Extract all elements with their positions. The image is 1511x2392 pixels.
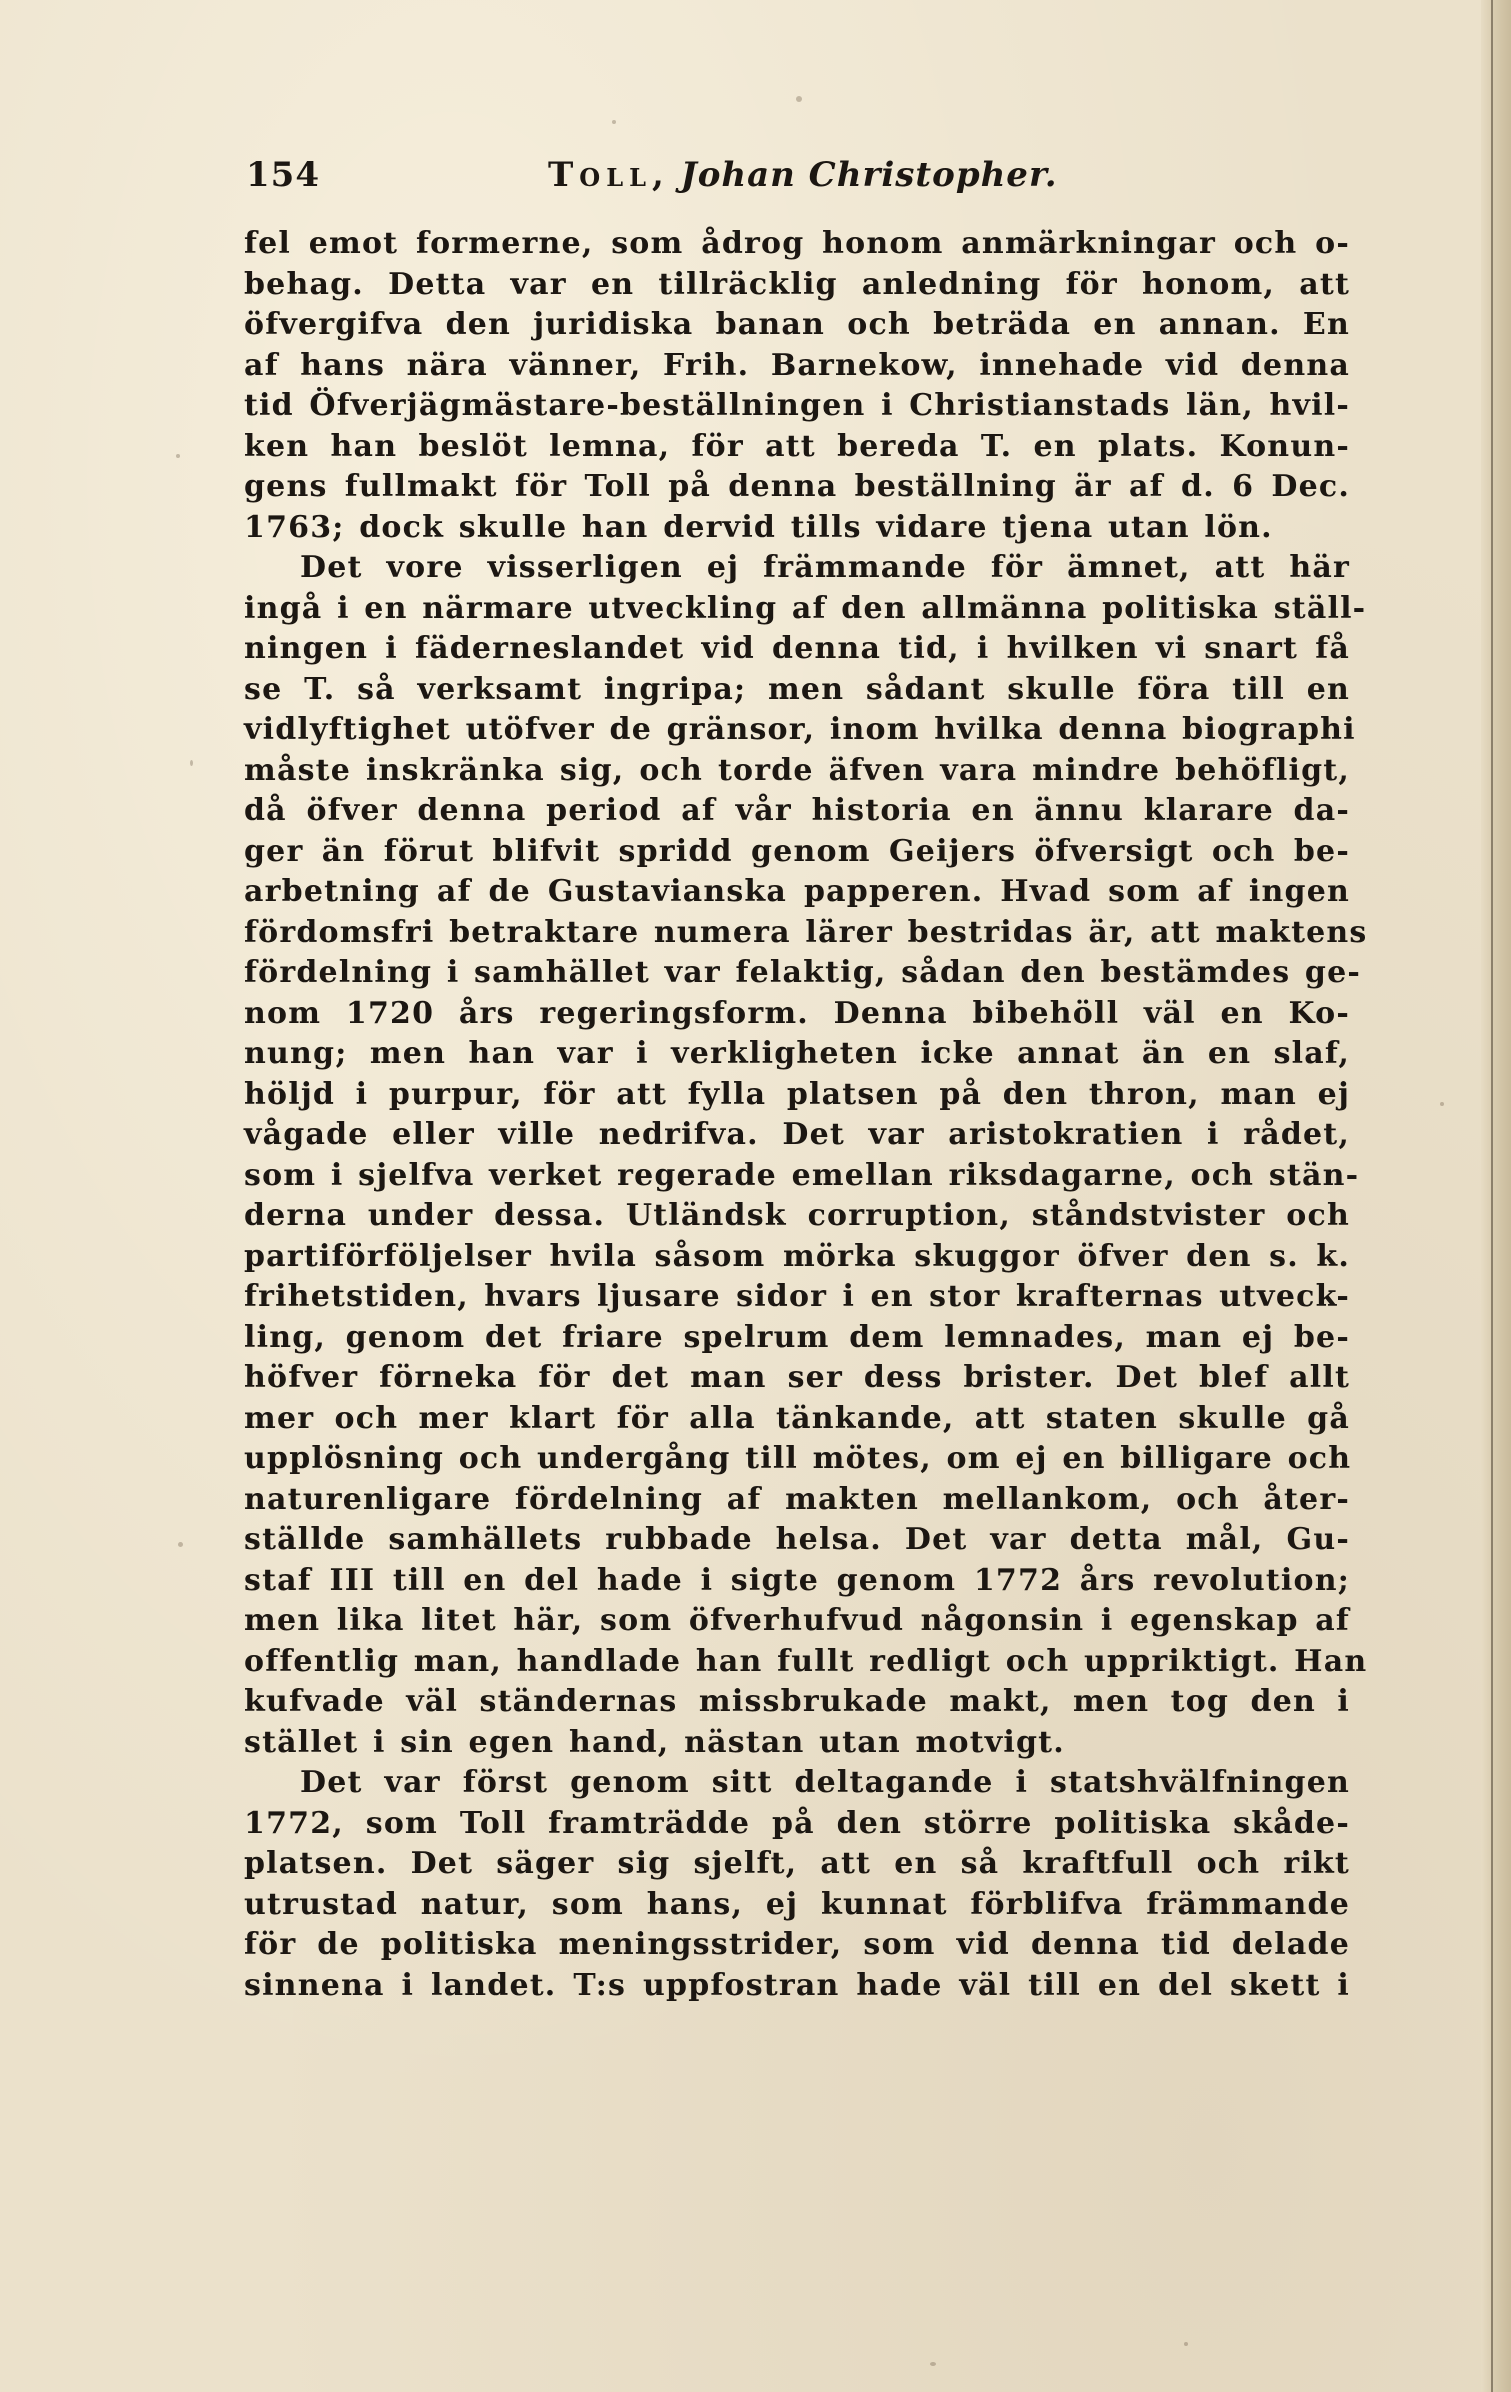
text-line: arbetning af de Gustavianska papperen. Hvad som af ingen	[244, 874, 1350, 909]
text-line: ling, genom det friare spelrum dem lemnades, man ej be-	[244, 1319, 1350, 1355]
paper-speck	[1440, 1102, 1444, 1106]
text-line: derna under dessa. Utländsk corruption, ståndstvister och	[244, 1198, 1350, 1233]
paragraph-first-line: Det var först genom sitt deltagande i statshvälfningen	[300, 1765, 1350, 1800]
text-line: fel emot formerne, som ådrog honom anmärkningar och o-	[244, 226, 1350, 261]
text-line: af hans nära vänner, Frih. Barnekow, innehade vid denna	[244, 347, 1350, 383]
paper-speck	[1184, 2342, 1188, 2346]
text-line: offentlig man, handlade han fullt redligt och uppriktigt. Han	[244, 1643, 1368, 1679]
text-line: ger än förut blifvit spridd genom Geijers öfversigt och be-	[244, 833, 1350, 869]
text-line: gens fullmakt för Toll på denna beställning är af d. 6 Dec.	[244, 469, 1350, 504]
running-head-surname: Toll,	[548, 155, 670, 195]
paper-speck	[178, 1542, 183, 1547]
page-edge	[1481, 0, 1511, 2392]
text-line: fördelning i samhället var felaktig, sådan den bestämdes ge-	[244, 955, 1362, 990]
text-line: men lika litet här, som öfverhufvud någonsin i egenskap af	[244, 1603, 1350, 1638]
paper-speck	[176, 454, 180, 458]
text-line: mer och mer klart för alla tänkande, att staten skulle gå	[244, 1400, 1350, 1436]
text-line: vidlyftighet utöfver de gränsor, inom hvilka denna biographi	[244, 712, 1356, 747]
paragraph-first-line: Det vore visserligen ej främmande för ämnet, att här	[300, 550, 1350, 585]
text-line: platsen. Det säger sig sjelft, att en så kraftfull och rikt	[244, 1846, 1350, 1881]
text-line: upplösning och undergång till mötes, om ej en billigare och	[244, 1441, 1352, 1476]
text-line: nom 1720 års regeringsform. Denna bibehöll väl en Ko-	[244, 995, 1350, 1031]
text-line: ingå i en närmare utveckling af den allmänna politiska ställ-	[244, 590, 1367, 626]
text-line: partiförföljelser hvila såsom mörka skuggor öfver den s. k.	[244, 1238, 1350, 1274]
running-head-given-names: Johan Christopher.	[680, 155, 1058, 195]
paper-speck	[612, 120, 616, 124]
text-line: naturenligare fördelning af makten mellankom, och åter-	[244, 1481, 1350, 1517]
paper-speck	[190, 760, 193, 766]
text-line: som i sjelfva verket regerade emellan riksdagarne, och stän-	[244, 1157, 1360, 1193]
text-line: ställde samhällets rubbade helsa. Det var detta mål, Gu-	[244, 1522, 1350, 1557]
text-line: då öfver denna period af vår historia en ännu klarare da-	[244, 793, 1350, 828]
text-line: tid Öfverjägmästare-beställningen i Christianstads län, hvil-	[244, 388, 1350, 423]
text-line: staf III till en del hade i sigte genom 1772 års revolution;	[244, 1562, 1350, 1598]
text-line: ningen i fäderneslandet vid denna tid, i hvilken vi snart få	[244, 631, 1350, 666]
text-line: ken han beslöt lemna, för att bereda T. en plats. Konun-	[244, 428, 1350, 464]
text-line: 1763; dock skulle han dervid tills vidare tjena utan lön.	[244, 509, 1273, 545]
page-number: 154	[246, 155, 320, 195]
text-line: sinnena i landet. T:s uppfostran hade väl till en del skett i	[244, 1967, 1350, 2003]
text-line: 1772, som Toll framträdde på den större politiska skåde-	[244, 1805, 1350, 1841]
text-line: se T. så verksamt ingripa; men sådant skulle föra till en	[244, 671, 1350, 707]
text-line: frihetstiden, hvars ljusare sidor i en stor krafternas utveck-	[244, 1279, 1350, 1314]
paper-speck	[796, 96, 802, 102]
text-line: behag. Detta var en tillräcklig anledning för honom, att	[244, 266, 1350, 302]
text-line: för de politiska meningsstrider, som vid denna tid delade	[244, 1927, 1350, 1962]
text-line: öfvergifva den juridiska banan och beträda en annan. En	[244, 307, 1350, 342]
text-line: kufvade väl ständernas missbrukade makt, men tog den i	[244, 1684, 1350, 1719]
running-header	[246, 155, 1346, 209]
body-text	[244, 224, 1368, 2006]
text-line: stället i sin egen hand, nästan utan motvigt.	[244, 1724, 1065, 1760]
text-line: måste inskränka sig, och torde äfven vara mindre behöfligt,	[244, 752, 1350, 788]
running-head	[548, 155, 1058, 195]
text-line: vågade eller ville nedrifva. Det var aristokratien i rådet,	[244, 1117, 1350, 1152]
text-line: nung; men han var i verkligheten icke annat än en slaf,	[244, 1036, 1350, 1071]
text-line: höfver förneka för det man ser dess brister. Det blef allt	[244, 1360, 1350, 1395]
text-line: höljd i purpur, för att fylla platsen på den thron, man ej	[244, 1076, 1350, 1112]
text-line: utrustad natur, som hans, ej kunnat förblifva främmande	[244, 1886, 1350, 1922]
paper-speck	[930, 2362, 936, 2366]
text-line: fördomsfri betraktare numera lärer bestridas är, att maktens	[244, 914, 1368, 950]
